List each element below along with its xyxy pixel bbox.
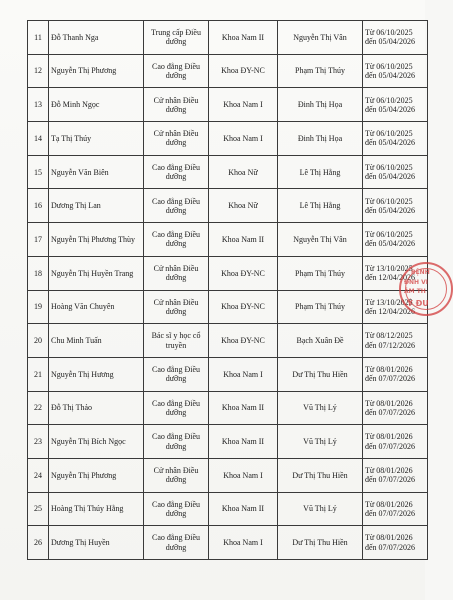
mentor-name-cell: Dư Thị Thu Hiền (278, 526, 363, 560)
mentor-name-cell: Vũ Thị Lý (278, 492, 363, 526)
training-period-cell (363, 223, 428, 257)
training-period-cell (363, 492, 428, 526)
row-number-cell: 24 (28, 458, 49, 492)
table-row (28, 88, 428, 122)
qualification-cell: Trung cấp Điều dưỡng (144, 21, 209, 55)
table-row (28, 290, 428, 324)
stamp-text-2: ĐNH VI (404, 279, 429, 286)
period-end: đến 07/07/2026 (365, 374, 415, 384)
table-row (28, 425, 428, 459)
period-start: Từ 08/01/2026 (365, 365, 413, 375)
trainee-name-cell: Nguyễn Thị Hương (49, 357, 144, 391)
training-period-cell (363, 391, 428, 425)
period-start: Từ 08/01/2026 (365, 432, 413, 442)
department-cell: Khoa Nam II (209, 425, 278, 459)
period-end: đến 05/04/2026 (365, 104, 415, 114)
department-cell: Khoa Nam II (209, 391, 278, 425)
period-start: Từ 08/12/2025 (365, 331, 413, 341)
qualification-cell: Cử nhân Điều dưỡng (144, 458, 209, 492)
table-row (28, 223, 428, 257)
mentor-name-cell: Phạm Thị Thúy (278, 290, 363, 324)
department-cell: Khoa Nam II (209, 223, 278, 257)
trainee-name-cell: Nguyễn Văn Biên (49, 155, 144, 189)
stamp-text-1: BỆNH (411, 269, 430, 276)
table-row (28, 492, 428, 526)
trainee-name-cell: Nguyễn Thị Phương Thùy (49, 223, 144, 257)
trainee-name-cell: Nguyễn Thị Bích Ngọc (49, 425, 144, 459)
trainee-name-cell: Dương Thị Lan (49, 189, 144, 223)
period-end: đến 07/12/2026 (365, 340, 415, 350)
table-row (28, 155, 428, 189)
department-cell: Khoa Nam I (209, 357, 278, 391)
period-start: Từ 06/10/2025 (365, 28, 413, 38)
qualification-cell: Bác sĩ y học cổ truyền (144, 324, 209, 358)
department-cell: Khoa ĐY-NC (209, 324, 278, 358)
trainee-table-body (28, 21, 428, 560)
department-cell: Khoa Nam I (209, 526, 278, 560)
training-period-cell (363, 21, 428, 55)
table-row (28, 458, 428, 492)
mentor-name-cell: Đinh Thị Họa (278, 122, 363, 156)
red-seal-stamp (399, 262, 453, 316)
training-period-cell (363, 88, 428, 122)
period-start: Từ 08/01/2026 (365, 499, 413, 509)
qualification-cell: Cao đẳng Điều dưỡng (144, 223, 209, 257)
row-number-cell: 11 (28, 21, 49, 55)
period-end: đến 05/04/2026 (365, 71, 415, 81)
row-number-cell: 13 (28, 88, 49, 122)
table-row (28, 122, 428, 156)
period-start: Từ 06/10/2025 (365, 162, 413, 172)
row-number-cell: 26 (28, 526, 49, 560)
row-number-cell: 18 (28, 256, 49, 290)
row-number-cell: 25 (28, 492, 49, 526)
qualification-cell: Cao đẳng Điều dưỡng (144, 357, 209, 391)
period-end: đến 12/04/2026 (365, 273, 415, 283)
training-period-cell (363, 155, 428, 189)
row-number-cell: 17 (28, 223, 49, 257)
training-period-cell (363, 458, 428, 492)
period-start: Từ 13/10/2025 (365, 263, 413, 273)
period-start: Từ 06/10/2025 (365, 230, 413, 240)
qualification-cell: Cao đẳng Điều dưỡng (144, 54, 209, 88)
mentor-name-cell: Vũ Thị Lý (278, 425, 363, 459)
table-row (28, 189, 428, 223)
trainee-name-cell: Dương Thị Huyền (49, 526, 144, 560)
mentor-name-cell: Dư Thị Thu Hiền (278, 357, 363, 391)
mentor-name-cell: Vũ Thị Lý (278, 391, 363, 425)
table-row (28, 526, 428, 560)
qualification-cell: Cao đẳng Điều dưỡng (144, 189, 209, 223)
trainee-name-cell: Tạ Thị Thúy (49, 122, 144, 156)
table-row (28, 54, 428, 88)
stamp-text-3: ÂM TH (404, 288, 426, 295)
mentor-name-cell: Lê Thị Hằng (278, 189, 363, 223)
training-period-cell (363, 324, 428, 358)
trainee-table (27, 20, 428, 560)
table-row (28, 21, 428, 55)
qualification-cell: Cao đẳng Điều dưỡng (144, 155, 209, 189)
table-row (28, 324, 428, 358)
row-number-cell: 20 (28, 324, 49, 358)
row-number-cell: 16 (28, 189, 49, 223)
training-period-cell (363, 54, 428, 88)
department-cell: Khoa Nữ (209, 189, 278, 223)
department-cell: Khoa ĐY-NC (209, 290, 278, 324)
qualification-cell: Cao đẳng Điều dưỡng (144, 391, 209, 425)
trainee-name-cell: Nguyễn Thị Phương (49, 458, 144, 492)
period-end: đến 07/07/2026 (365, 407, 415, 417)
period-end: đến 07/07/2026 (365, 542, 415, 552)
trainee-name-cell: Hoàng Thị Thúy Hằng (49, 492, 144, 526)
mentor-name-cell: Phạm Thị Thúy (278, 256, 363, 290)
row-number-cell: 22 (28, 391, 49, 425)
mentor-name-cell: Dư Thị Thu Hiền (278, 458, 363, 492)
row-number-cell: 15 (28, 155, 49, 189)
training-period-cell (363, 357, 428, 391)
qualification-cell: Cử nhân Điều dưỡng (144, 122, 209, 156)
period-end: đến 05/04/2026 (365, 138, 415, 148)
qualification-cell: Cử nhân Điều dưỡng (144, 256, 209, 290)
training-period-cell (363, 189, 428, 223)
table-row (28, 256, 428, 290)
period-start: Từ 08/01/2026 (365, 466, 413, 476)
mentor-name-cell: Đinh Thị Họa (278, 88, 363, 122)
training-period-cell (363, 425, 428, 459)
training-period-cell (363, 526, 428, 560)
table-row (28, 391, 428, 425)
period-end: đến 07/07/2026 (365, 475, 415, 485)
trainee-name-cell: Chu Minh Tuấn (49, 324, 144, 358)
mentor-name-cell: Nguyễn Thị Vân (278, 21, 363, 55)
period-start: Từ 08/01/2026 (365, 398, 413, 408)
department-cell: Khoa ĐY-NC (209, 256, 278, 290)
row-number-cell: 12 (28, 54, 49, 88)
period-end: đến 05/04/2026 (365, 239, 415, 249)
department-cell: Khoa Nữ (209, 155, 278, 189)
period-start: Từ 06/10/2025 (365, 129, 413, 139)
mentor-name-cell: Lê Thị Hằng (278, 155, 363, 189)
qualification-cell: Cao đẳng Điều dưỡng (144, 425, 209, 459)
period-start: Từ 13/10/2025 (365, 297, 413, 307)
mentor-name-cell: Phạm Thị Thúy (278, 54, 363, 88)
trainee-name-cell: Nguyễn Thị Huyền Trang (49, 256, 144, 290)
row-number-cell: 14 (28, 122, 49, 156)
qualification-cell: Cử nhân Điều dưỡng (144, 290, 209, 324)
department-cell: Khoa Nam I (209, 88, 278, 122)
period-end: đến 07/07/2026 (365, 441, 415, 451)
row-number-cell: 19 (28, 290, 49, 324)
trainee-name-cell: Nguyễn Thị Phương (49, 54, 144, 88)
period-start: Từ 08/01/2026 (365, 533, 413, 543)
department-cell: Khoa ĐY-NC (209, 54, 278, 88)
period-end: đến 05/04/2026 (365, 205, 415, 215)
period-end: đến 05/04/2026 (365, 37, 415, 47)
qualification-cell: Cao đẳng Điều dưỡng (144, 526, 209, 560)
period-start: Từ 06/10/2025 (365, 196, 413, 206)
mentor-name-cell: Nguyễn Thị Vân (278, 223, 363, 257)
trainee-name-cell: Đỗ Minh Ngọc (49, 88, 144, 122)
trainee-name-cell: Đỗ Thị Thảo (49, 391, 144, 425)
period-start: Từ 06/10/2025 (365, 95, 413, 105)
period-start: Từ 06/10/2025 (365, 61, 413, 71)
qualification-cell: Cao đẳng Điều dưỡng (144, 492, 209, 526)
period-end: đến 12/04/2026 (365, 306, 415, 316)
qualification-cell: Cử nhân Điều dưỡng (144, 88, 209, 122)
row-number-cell: 21 (28, 357, 49, 391)
department-cell: Khoa Nam I (209, 122, 278, 156)
department-cell: Khoa Nam II (209, 492, 278, 526)
department-cell: Khoa Nam II (209, 21, 278, 55)
period-end: đến 07/07/2026 (365, 508, 415, 518)
training-period-cell (363, 122, 428, 156)
row-number-cell: 23 (28, 425, 49, 459)
period-end: đến 05/04/2026 (365, 172, 415, 182)
trainee-name-cell: Đỗ Thanh Nga (49, 21, 144, 55)
stamp-text-4: Ý ĐU (407, 299, 429, 308)
mentor-name-cell: Bạch Xuân Đề (278, 324, 363, 358)
department-cell: Khoa Nam I (209, 458, 278, 492)
trainee-name-cell: Hoàng Văn Chuyên (49, 290, 144, 324)
table-row (28, 357, 428, 391)
